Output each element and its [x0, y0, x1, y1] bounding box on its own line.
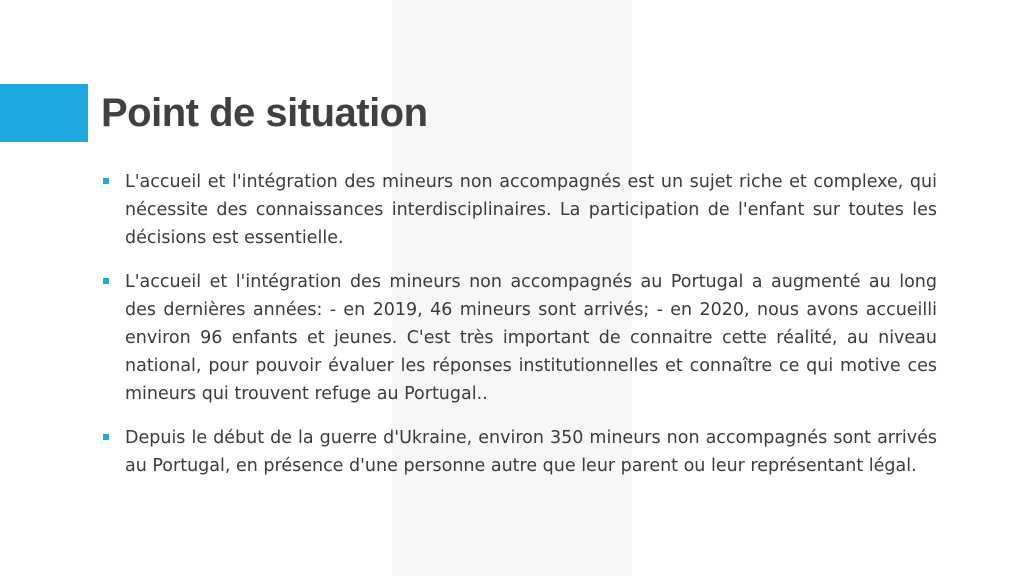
- bullet-item: [101, 268, 937, 408]
- square-bullet-icon: [103, 278, 109, 284]
- square-bullet-icon: [103, 434, 109, 440]
- bullet-list: [101, 168, 937, 496]
- bullet-text: L'accueil et l'intégration des mineurs non accompagnés est un sujet riche et complexe, qui nécessite des connaissances interdisciplinaires. La participation de l'enfant sur toutes les décisions est essentielle.: [125, 172, 937, 248]
- bullet-text: L'accueil et l'intégration des mineurs non accompagnés au Portugal a augmenté au long des dernières années: - en 2019, 46 mineurs sont arrivés; - en 2020, nous avons accueilli environ 96 enfants et jeunes. C'est très important de connaitre cette réalité, au niveau national, pour pouvoir évaluer les réponses institutionnelles et connaître ce qui motive ces mineurs qui trouvent refuge au Portugal..: [125, 272, 937, 404]
- title-accent-bar: [0, 84, 88, 142]
- bullet-text: Depuis le début de la guerre d'Ukraine, environ 350 mineurs non accompagnés sont arrivés au Portugal, en présence d'une personne autre que leur parent ou leur représentant légal.: [125, 428, 937, 476]
- bullet-item: [101, 424, 937, 480]
- bullet-item: [101, 168, 937, 252]
- slide-title: Point de situation: [101, 91, 428, 135]
- square-bullet-icon: [103, 178, 109, 184]
